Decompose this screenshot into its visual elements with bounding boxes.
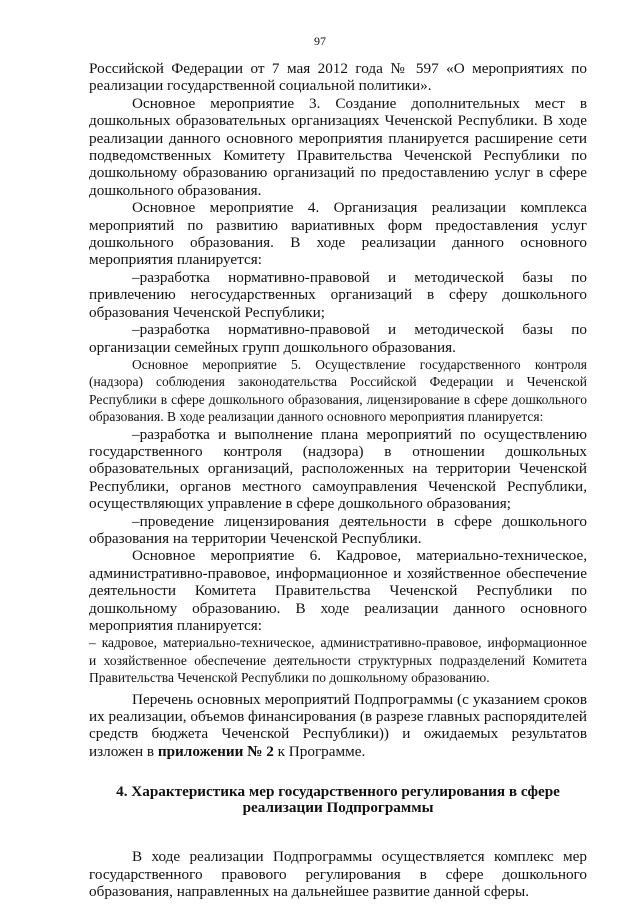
paragraph: Основное мероприятие 4. Организация реализации комплекса мероприятий по развитию вариативных форм предоставления услуг дошкольного образования. В ходе реализации данного основного мероприятия планируется:: [89, 199, 587, 269]
appendix-reference: приложении № 2: [157, 742, 274, 760]
list-item: –разработка и выполнение плана мероприятий по осуществлению государственного контроля (надзора) в отношении дошкольных образовательных организаций, расположенных на территории Чеченской Республики, органов местного самоуправления Чеченской Республики, осуществляющих управление в сфере дошкольного образования;: [89, 425, 587, 513]
page-number: 97: [314, 34, 326, 48]
list-item: –проведение лицензирования деятельности в сфере дошкольного образования на территории Чеченской Республики.: [89, 512, 587, 547]
list-item: –разработка нормативно-правовой и методической базы по привлечению негосударственных организаций в сферу дошкольного образования Чеченской Республики;: [89, 268, 587, 321]
list-item: –разработка нормативно-правовой и методической базы по организации семейных групп дошкольного образования.: [89, 321, 587, 356]
paragraph-text: Перечень основных мероприятий Подпрограммы (с указанием сроков их реализации, объемов финансирования (в разрезе главных распорядителей средств бюджета Чеченской Республики)) и ожидаемых результатов изложен в: [89, 690, 587, 760]
paragraph: Основное мероприятие 5. Осуществление государственного контроля (надзора) соблюдения законодательства Российской Федерации и Чеченской Республики в сфере дошкольного образования, лицензирование в сфере дошкольного образования. В ходе реализации данного основного мероприятия планируется:: [89, 356, 587, 425]
paragraph: Российской Федерации от 7 мая 2012 года № 597 «О мероприятиях по реализации государственной социальной политики».: [89, 60, 587, 95]
paragraph-text: к Программе.: [273, 742, 366, 760]
paragraph: Основное мероприятие 6. Кадровое, материально-техническое, административно-правовое, информационное и хозяйственное обеспечение деятельности Комитета Правительства Чеченской Республики по дошкольному образованию. В ходе реализации данного основного мероприятия планируется:: [89, 547, 587, 634]
section-heading: 4. Характеристика мер государственного регулирования в сфере реализации Подпрограммы: [116, 783, 560, 817]
paragraph: В ходе реализации Подпрограммы осуществляется комплекс мер государственного правового регулирования в сфере дошкольного образования, направленных на дальнейшее развитие данной сферы.: [89, 848, 587, 901]
paragraph: [89, 691, 587, 761]
paragraph: Основное мероприятие 3. Создание дополнительных мест в дошкольных образовательных организациях Чеченской Республики. В ходе реализации данного основного мероприятия планируется расширение сети подведомственных Комитету Правительства Чеченской Республики по дошкольному образованию организаций по предоставлению услуг в сфере дошкольного образования.: [89, 94, 587, 199]
list-item: – кадровое, материально-техническое, административно-правовое, информационное и хозяйственное обеспечение деятельности структурных подразделений Комитета Правительства Чеченской Республики по дошкольному образованию.: [89, 635, 587, 686]
document-body: [89, 60, 587, 900]
